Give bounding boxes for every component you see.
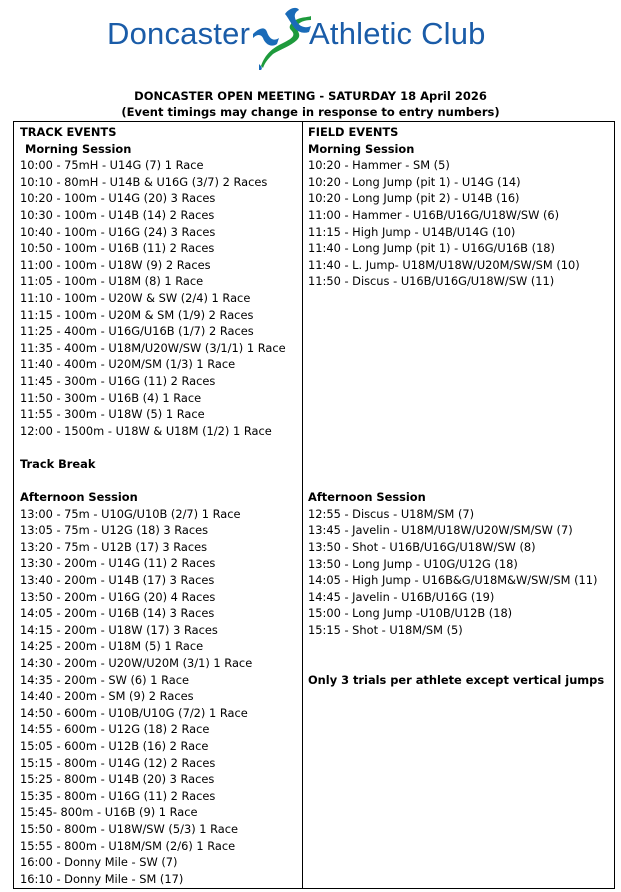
track-event-row: 14:50 - 600m - U10B/U10G (7/2) 1 Race	[20, 705, 248, 720]
field-trials-note: Only 3 trials per athlete except vertical jumps	[308, 672, 605, 687]
field-event-row: 13:50 - Long Jump - U10G/U12G (18)	[308, 556, 518, 571]
track-morning-list	[20, 157, 300, 439]
track-event-row: 14:35 - 200m - SW (6) 1 Race	[20, 672, 190, 687]
spacer	[308, 290, 608, 489]
track-event-row: 15:55 - 800m - U18M/SM (2/6) 1 Race	[20, 838, 236, 853]
field-events-column	[308, 124, 608, 688]
track-event-row: 14:15 - 200m - U18W (17) 3 Races	[20, 622, 218, 637]
track-break-label: Track Break	[20, 456, 96, 471]
track-event-row: 14:25 - 200m - U18M (5) 1 Race	[20, 639, 204, 654]
spacer	[20, 472, 300, 489]
ribbon-blue-left-icon	[253, 28, 279, 45]
field-event-row: 11:40 - L. Jump- U18M/U18W/U20M/SW/SM (10)	[308, 257, 580, 272]
field-event-row: 15:00 - Long Jump -U10B/U12B (18)	[308, 606, 513, 621]
track-event-row: 11:25 - 400m - U16G/U16B (1/7) 2 Races	[20, 324, 254, 339]
field-event-row: 10:20 - Long Jump (pit 2) - U14B (16)	[308, 191, 520, 206]
field-event-row: 11:50 - Discus - U16B/U16G/U18W/SW (11)	[308, 274, 555, 289]
club-logo	[106, 4, 536, 70]
meeting-title: DONCASTER OPEN MEETING - SATURDAY 18 April 2026	[134, 89, 487, 103]
field-event-row: 11:40 - Long Jump (pit 1) - U16G/U16B (18)	[308, 241, 556, 256]
track-event-row: 15:50 - 800m - U18W/SW (5/3) 1 Race	[20, 821, 239, 836]
track-event-row: 14:30 - 200m - U20W/U20M (3/1) 1 Race	[20, 656, 253, 670]
track-event-row: 13:30 - 200m - U14G (11) 2 Races	[20, 556, 216, 571]
track-event-row: 10:00 - 75mH - U14G (7) 1 Race	[20, 158, 204, 173]
track-event-row: 11:15 - 100m - U20M & SM (1/9) 2 Races	[20, 307, 254, 322]
field-event-row: 10:20 - Hammer - SM (5)	[308, 158, 450, 173]
track-event-row: 15:35 - 800m - U16G (11) 2 Races	[20, 788, 216, 803]
field-event-row: 11:15 - High Jump - U14B/U14G (10)	[308, 224, 516, 239]
track-event-row: 10:20 - 100m - U14G (20) 3 Races	[20, 191, 216, 206]
field-afternoon-label: Afternoon Session	[308, 490, 426, 505]
track-event-row: 10:40 - 100m - U16G (24) 3 Races	[20, 224, 216, 239]
track-event-row: 13:50 - 200m - U16G (20) 4 Races	[20, 589, 216, 604]
track-event-row: 10:10 - 80mH - U14B & U16G (3/7) 2 Races	[20, 174, 268, 189]
track-event-row: 16:10 - Donny Mile - SM (17)	[20, 871, 184, 886]
track-event-row: 16:00 - Donny Mile - SW (7)	[20, 855, 178, 870]
field-morning-list	[308, 157, 608, 290]
track-event-row: 12:00 - 1500m - U18W & U18M (1/2) 1 Race	[20, 423, 272, 438]
track-event-row: 11:35 - 400m - U18M/U20W/SW (3/1/1) 1 Race	[20, 340, 286, 355]
track-event-row: 14:55 - 600m - U12G (18) 2 Race	[20, 722, 210, 737]
track-event-row: 15:45- 800m - U16B (9) 1 Race	[20, 805, 198, 820]
field-event-row: 13:45 - Javelin - U18M/U18W/U20W/SM/SW (7)	[308, 523, 573, 538]
track-events-column	[20, 124, 300, 887]
spacer	[20, 439, 300, 456]
track-event-row: 14:40 - 200m - SM (9) 2 Races	[20, 689, 194, 704]
track-event-row: 15:05 - 600m - U12B (16) 2 Race	[20, 738, 209, 753]
track-event-row: 11:10 - 100m - U20W & SW (2/4) 1 Race	[20, 290, 251, 305]
field-event-row: 13:50 - Shot - U16B/U16G/U18W/SW (8)	[308, 539, 536, 554]
field-event-row: 14:45 - Javelin - U16B/U16G (19)	[308, 589, 495, 604]
track-event-row: 15:15 - 800m - U14G (12) 2 Races	[20, 755, 216, 770]
track-event-row: 13:20 - 75m - U12B (17) 3 Races	[20, 539, 208, 554]
meeting-subtitle: (Event timings may change in response to entry numbers)	[121, 105, 500, 119]
column-divider	[302, 122, 303, 888]
field-event-row: 11:00 - Hammer - U16B/U16G/U18W/SW (6)	[308, 207, 560, 222]
track-event-row: 10:50 - 100m - U16B (11) 2 Races	[20, 241, 215, 256]
field-event-row: 10:20 - Long Jump (pit 1) - U14G (14)	[308, 174, 521, 189]
spacer	[308, 655, 608, 672]
club-name-right: Athletic Club	[309, 16, 486, 51]
track-event-row: 11:50 - 300m - U16B (4) 1 Race	[20, 390, 202, 405]
track-event-row: 15:25 - 800m - U14B (20) 3 Races	[20, 772, 215, 787]
track-event-row: 13:40 - 200m - U14B (17) 3 Races	[20, 573, 215, 588]
track-event-row: 11:45 - 300m - U16G (11) 2 Races	[20, 373, 216, 388]
track-event-row: 11:00 - 100m - U18W (9) 2 Races	[20, 257, 211, 272]
track-afternoon-label: Afternoon Session	[20, 490, 138, 505]
field-event-row: 14:05 - High Jump - U16B&G/U18M&W/SW/SM (11)	[308, 573, 598, 588]
track-events-title: TRACK EVENTS	[20, 125, 117, 139]
field-afternoon-list	[308, 506, 608, 639]
field-event-row: 12:55 - Discus - U18M/SM (7)	[308, 506, 475, 521]
track-morning-label: Morning Session	[25, 141, 132, 156]
field-morning-label: Morning Session	[308, 141, 415, 156]
track-afternoon-list	[20, 506, 300, 888]
track-event-row: 11:40 - 400m - U20M/SM (1/3) 1 Race	[20, 357, 236, 372]
club-name-left: Doncaster	[107, 16, 251, 51]
field-event-row: 15:15 - Shot - U18M/SM (5)	[308, 622, 463, 637]
track-event-row: 13:00 - 75m - U10G/U10B (2/7) 1 Race	[20, 506, 241, 521]
field-events-title: FIELD EVENTS	[308, 125, 399, 139]
ribbon-logo-icon	[251, 4, 313, 70]
track-event-row: 13:05 - 75m - U12G (18) 3 Races	[20, 523, 209, 538]
track-event-row: 11:05 - 100m - U18M (8) 1 Race	[20, 274, 204, 289]
spacer	[308, 638, 608, 655]
track-event-row: 10:30 - 100m - U14B (14) 2 Races	[20, 207, 215, 222]
track-event-row: 11:55 - 300m - U18W (5) 1 Race	[20, 407, 205, 422]
schedule-table	[13, 121, 615, 889]
track-event-row: 14:05 - 200m - U16B (14) 3 Races	[20, 606, 215, 621]
